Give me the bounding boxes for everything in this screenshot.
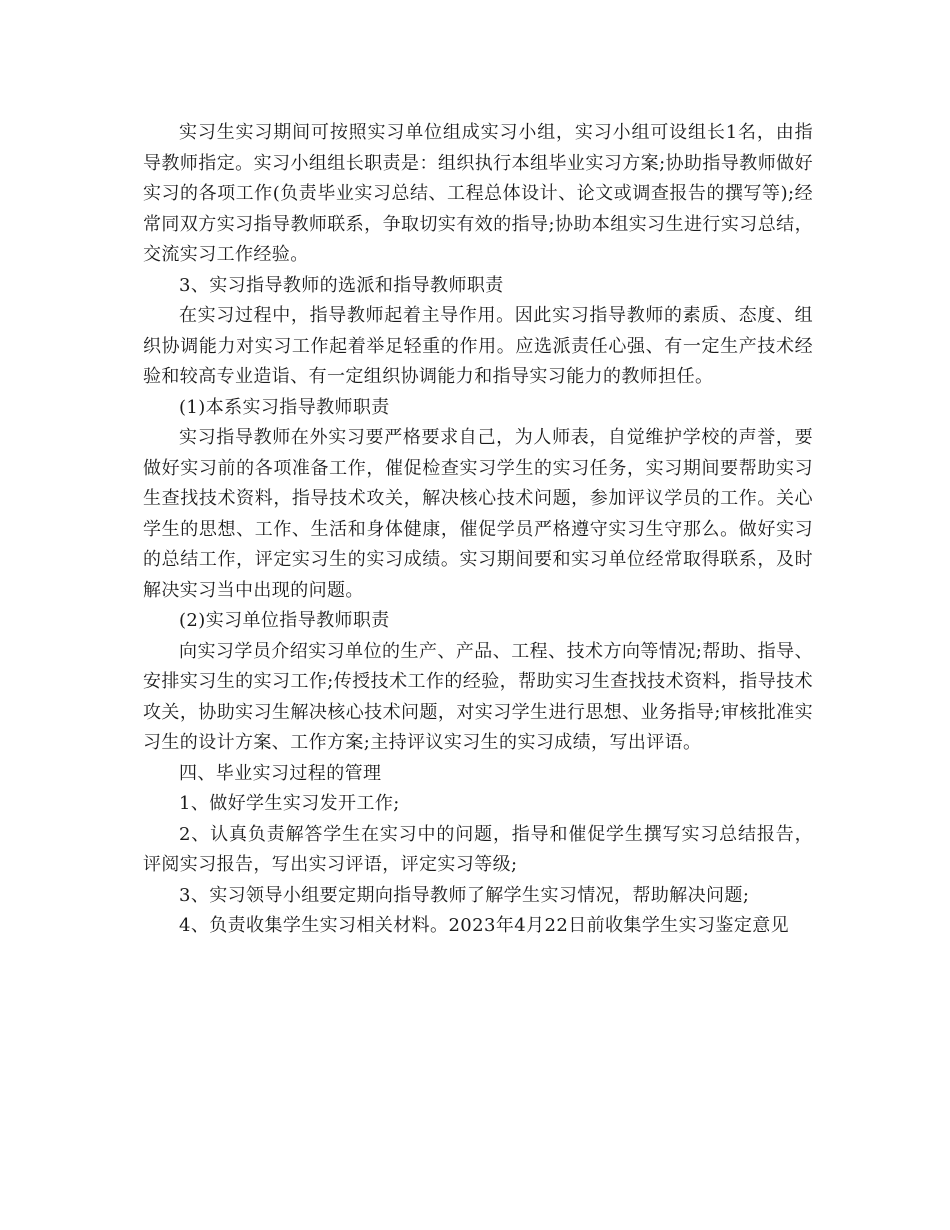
heading-process-management: 四、毕业实习过程的管理 (179, 762, 382, 784)
heading-unit-instructor: (2)实习单位指导教师职责 (179, 610, 390, 631)
heading-instructor-selection: 3、实习指导教师的选派和指导教师职责 (179, 274, 504, 296)
list-item-1: 1、做好学生实习发开工作; (179, 793, 400, 814)
paragraph-group-leader-duties: 实习生实习期间可按照实习单位组成实习小组，实习小组可设组长1名，由指导教师指定。实习小组组长职责是：组织执行本组毕业实习方案;协助指导教师做好实习的各项工作(负责毕业实习总结、工程总体设计、论文或调查报告的撰写等);经常同双方实习指导教师联系，争取切实有效的指导;协助本组实习生进行实习总结，交流实习工作经验。 (143, 122, 813, 265)
paragraph-unit-instructor-duties: 向实习学员介绍实习单位的生产、产品、工程、技术方向等情况;帮助、指导、安排实习生的实习工作;传授技术工作的经验，帮助实习生查找技术资料，指导技术攻关，协助实习生解决核心技术问题，对实习学生进行思想、业务指导;审核批准实习生的设计方案、工作方案;主持评议实习生的实习成绩，写出评语。 (143, 640, 813, 753)
paragraph-instructor-role: 在实习过程中，指导教师起着主导作用。因此实习指导教师的素质、态度、组织协调能力对实习工作起着举足轻重的作用。应选派责任心强、有一定生产技术经验和较高专业造诣、有一定组织协调能力和指导实习能力的教师担任。 (143, 305, 813, 387)
list-item-3: 3、实习领导小组要定期向指导教师了解学生实习情况，帮助解决问题; (179, 884, 750, 906)
list-item-4: 4、负责收集学生实习相关材料。2023年4月22日前收集学生实习鉴定意见 (179, 915, 790, 936)
heading-department-instructor: (1)本系实习指导教师职责 (179, 396, 390, 418)
document-body (143, 118, 813, 942)
list-item-2: 2、认真负责解答学生在实习中的问题，指导和催促学生撰写实习总结报告，评阅实习报告，写出实习评语，评定实习等级; (143, 823, 813, 875)
paragraph-department-instructor-duties: 实习指导教师在外实习要严格要求自己，为人师表，自觉维护学校的声誉，要做好实习前的各项准备工作，催促检查实习学生的实习任务，实习期间要帮助实习生查找技术资料，指导技术攻关，解决核心技术问题，参加评议学员的工作。关心学生的思想、工作、生活和身体健康，催促学员严格遵守实习生守那么。做好实习的总结工作，评定实习生的实习成绩。实习期间要和实习单位经常取得联系，及时解决实习当中出现的问题。 (143, 427, 813, 601)
